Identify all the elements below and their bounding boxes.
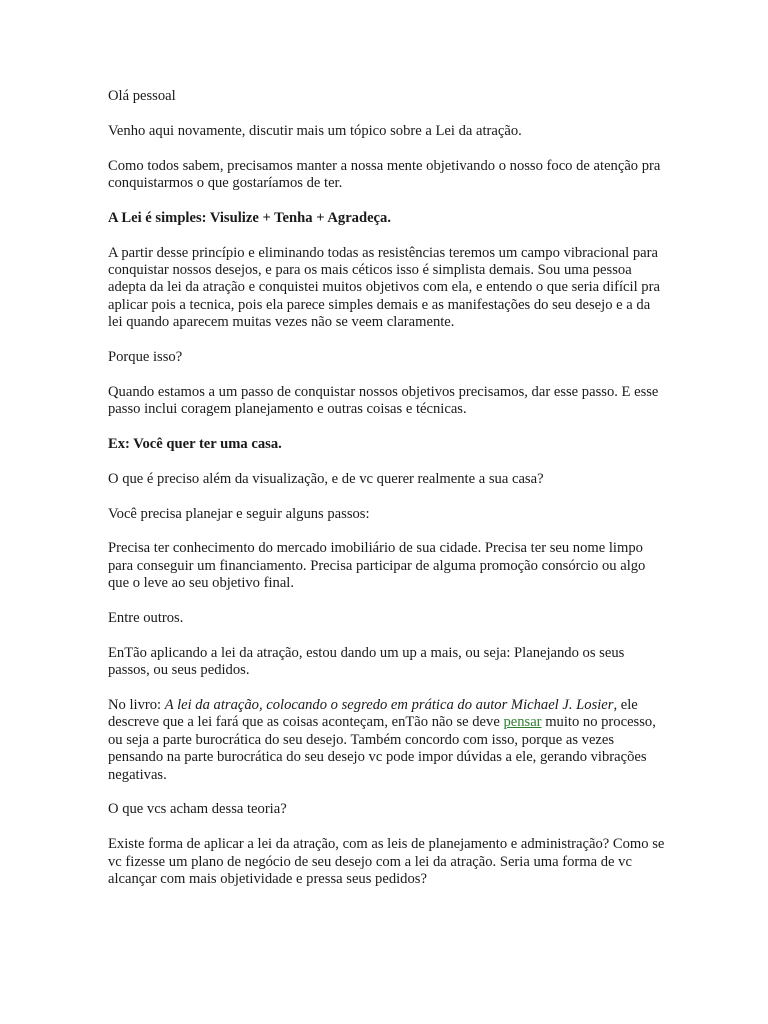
livro-suffix: muito no processo, ou seja a parte burocrática do seu desejo. Também concordo com isso, porque as vezes pensando na parte burocrática do seu desejo vc pode impor dúvidas a ele, gerando vibrações negativas. (108, 714, 656, 783)
paragraph-existe: Existe forma de aplicar a lei da atração, com as leis de planejamento e administração? Como se vc fizesse um plano de negócio de seu desejo com a lei da atração. Seria uma forma de vc alcançar com mais objetividade e pressa seus pedidos? (108, 836, 665, 888)
paragraph-entre: Entre outros. (108, 610, 184, 627)
paragraph-entao: EnTão aplicando a lei da atração, estou dando um up a mais, ou seja: Planejando os seus passos, ou seus pedidos. (108, 644, 625, 679)
greeting: Olá pessoal (108, 88, 176, 104)
paragraph-vcs: O que vcs acham dessa teoria? (108, 801, 287, 818)
document-body (108, 88, 668, 906)
paragraph-livro (108, 697, 668, 784)
paragraph-oque: O que é preciso além da visualização, e de vc querer realmente a sua casa? (108, 470, 544, 487)
heading-exemplo: Ex: Você quer ter uma casa. (108, 436, 282, 453)
heading-lei: A Lei é simples: Visulize + Tenha + Agradeça. (108, 209, 391, 226)
paragraph-precisa: Precisa ter conhecimento do mercado imobiliário de sua cidade. Precisa ter seu nome limpo para conseguir um financiamento. Precisa participar de alguma promoção consórcio ou algo que o leve ao seu objetivo final. (108, 540, 646, 592)
paragraph-voce: Você precisa planejar e seguir alguns passos: (108, 505, 370, 522)
intro-paragraph: Venho aqui novamente, discutir mais um tópico sobre a Lei da atração. (108, 122, 522, 139)
livro-mid: , ele descreve que a lei fará que as coisas aconteçam, enTão não se deve (108, 697, 638, 731)
paragraph-porque: Porque isso? (108, 349, 183, 366)
livro-prefix: No livro: (108, 697, 165, 714)
pensar-link[interactable]: pensar (503, 714, 542, 731)
paragraph-quando: Quando estamos a um passo de conquistar nossos objetivos precisamos, dar esse passo. E esse passo inclui coragem planejamento e outras coisas e técnicas. (108, 383, 659, 418)
book-title: A lei da atração, colocando o segredo em prática do autor Michael J. Losier (164, 697, 614, 714)
paragraph-todos: Como todos sabem, precisamos manter a nossa mente objetivando o nosso foco de atenção pra conquistarmos o que gostaríamos de ter. (108, 157, 661, 191)
paragraph-principio: A partir desse princípio e eliminando todas as resistências teremos um campo vibracional para conquistar nossos desejos, e para os mais céticos isso é simplista demais. Sou uma pessoa adepta da lei da atração e conquistei muitos objetivos com ela, e entendo o que seria difícil pra aplicar pois a tecnica, pois ela parece simples demais e as manifestações do seu desejo e a da lei quando aparecem muitas vezes não se veem claramente. (108, 244, 660, 331)
